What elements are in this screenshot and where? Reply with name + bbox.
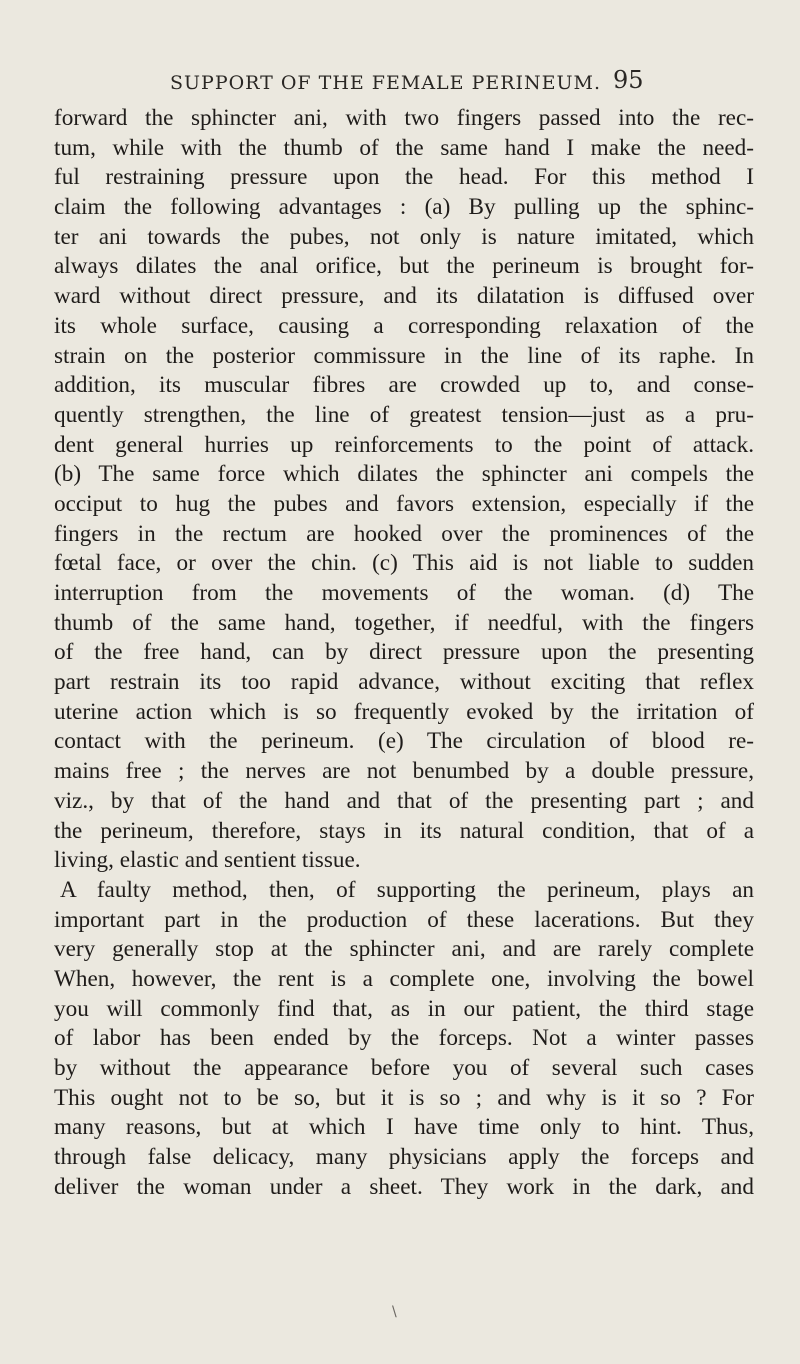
text-line: the perineum, therefore, stays in its natural condition, that of a [54,817,754,844]
text-line: living, elastic and sentient tissue. [54,847,361,874]
text-line: very generally stop at the sphincter ani, and are rarely complete [54,936,754,963]
text-line: claim the following advantages : (a) By pulling up the sphinc- [54,194,754,221]
text-line: ward without direct pressure, and its dilatation is diffused over [54,283,754,310]
text-line: you will commonly find that, as in our patient, the third stage [54,995,754,1022]
text-line: addition, its muscular fibres are crowded up to, and conse- [54,372,754,399]
text-line: occiput to hug the pubes and favors extension, especially if the [54,490,754,517]
text-line: part restrain its too rapid advance, without exciting that reflex [54,669,754,696]
text-line: strain on the posterior commissure in the line of its raphe. In [54,342,754,369]
text-line: important part in the production of these lacerations. But they [54,906,754,933]
running-title: SUPPORT OF THE FEMALE PERINEUM. [170,72,602,94]
text-line: This ought not to be so, but it is so ; and why is it so ? For [54,1084,754,1111]
text-line: fœtal face, or over the chin. (c) This aid is not liable to sudden [54,550,754,577]
text-line: mains free ; the nerves are not benumbed by a double pressure, [54,758,754,785]
text-line: contact with the perineum. (e) The circulation of blood re- [54,728,754,755]
page-number: 95 [613,66,644,94]
text-line: dent general hurries up reinforcements to the point of attack. [54,431,754,458]
stray-mark: \ [392,1304,397,1320]
text-line: When, however, the rent is a complete one, involving the bowel [54,965,754,992]
text-line: through false delicacy, many physicians apply the forceps and [54,1144,754,1171]
text-line: its whole surface, causing a corresponding relaxation of the [54,312,754,339]
body-text [54,104,754,1202]
text-line: deliver the woman under a sheet. They work in the dark, and [54,1173,754,1200]
text-line: uterine action which is so frequently evoked by the irritation of [54,698,754,725]
text-line: by without the appearance before you of several such cases [54,1055,754,1081]
text-line: viz., by that of the hand and that of the presenting part ; and [54,787,754,814]
text-line: many reasons, but at which I have time only to hint. Thus, [54,1114,754,1141]
text-line: (b) The same force which dilates the sphincter ani compels the [54,461,754,488]
text-line: forward the sphincter ani, with two fingers passed into the rec- [54,105,754,131]
text-line: of the free hand, can by direct pressure upon the presenting [54,639,754,666]
text-line: interruption from the movements of the woman. (d) The [54,580,754,606]
text-line: ful restraining pressure upon the head. For this method I [54,164,754,191]
text-line: thumb of the same hand, together, if needful, with the fingers [54,609,754,636]
text-line: tum, while with the thumb of the same hand I make the need- [54,134,754,161]
text-line: quently strengthen, the line of greatest tension—just as a pru- [54,401,754,428]
text-line: of labor has been ended by the forceps. Not a winter passes [54,1025,754,1052]
text-line: ter ani towards the pubes, not only is nature imitated, which [54,223,754,250]
text-line: A faulty method, then, of supporting the perineum, plays an [60,876,754,903]
text-line: fingers in the rectum are hooked over the prominences of the [54,520,754,547]
text-line: always dilates the anal orifice, but the perineum is brought for- [54,253,754,280]
